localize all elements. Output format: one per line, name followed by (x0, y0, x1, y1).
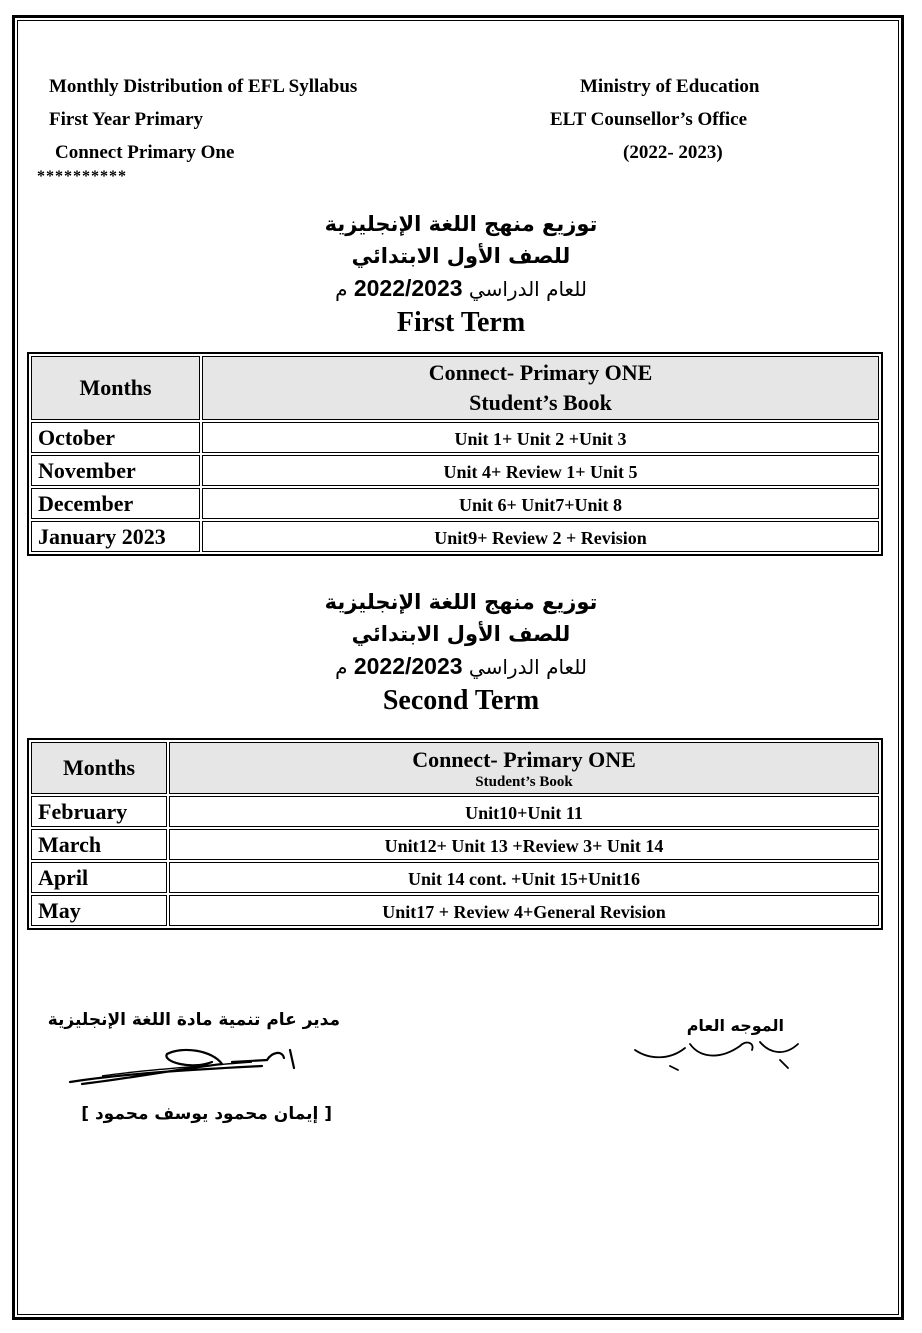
table-row (31, 796, 879, 827)
first-term-ar-grade: للصف الأول الابتدائي (351, 244, 571, 268)
units-cell: Unit 1+ Unit 2 +Unit 3 (202, 422, 879, 453)
second-term-heading (0, 586, 922, 719)
table-row (31, 422, 879, 453)
header-course: Connect Primary One (55, 142, 235, 163)
book-column-header-line1: Connect- Primary ONE (428, 360, 653, 385)
units-cell: Unit12+ Unit 13 +Review 3+ Unit 14 (169, 829, 879, 860)
units-cell: Unit 6+ Unit7+Unit 8 (202, 488, 879, 519)
second-term-year-value: 2022/2023 (353, 653, 463, 679)
first-term-ar-title: توزيع منهج اللغة الإنجليزية (324, 212, 598, 236)
second-term-title: Second Term (382, 685, 540, 716)
header-stars: ********** (37, 168, 127, 185)
left-signatory-title: مدير عام تنمية مادة اللغة الإنجليزية (47, 1010, 340, 1030)
months-column-header: Months (31, 742, 167, 794)
second-term-ar-year-suffix: م (335, 655, 348, 679)
month-cell: December (31, 488, 200, 519)
header-ministry: Ministry of Education (580, 76, 760, 97)
book-column-header (169, 742, 879, 794)
units-cell: Unit 14 cont. +Unit 15+Unit16 (169, 862, 879, 893)
table-row (31, 488, 879, 519)
month-cell: November (31, 455, 200, 486)
header-syllabus-title: Monthly Distribution of EFL Syllabus (49, 76, 358, 97)
book-column-header-line2: Student’s Book (475, 774, 573, 790)
month-cell: October (31, 422, 200, 453)
months-column-header: Months (31, 356, 200, 420)
table-row (31, 455, 879, 486)
second-term-table-header (31, 742, 879, 794)
left-signature-icon (62, 1040, 312, 1090)
month-cell: March (31, 829, 167, 860)
table-row (31, 521, 879, 552)
first-term-year-value: 2022/2023 (353, 275, 463, 301)
book-column-header (202, 356, 879, 420)
first-term-ar-year-suffix: م (335, 277, 348, 301)
month-cell: January 2023 (31, 521, 200, 552)
right-signatory-title: الموجه العام (686, 1016, 784, 1035)
second-term-table (27, 738, 883, 930)
book-column-header-line2: Student’s Book (469, 390, 612, 415)
table-row (31, 895, 879, 926)
first-term-heading (0, 208, 922, 341)
month-cell: April (31, 862, 167, 893)
units-cell: Unit17 + Review 4+General Revision (169, 895, 879, 926)
header-office: ELT Counsellor’s Office (550, 109, 748, 130)
first-term-table-header (31, 356, 879, 420)
table-row (31, 829, 879, 860)
units-cell: Unit9+ Review 2 + Revision (202, 521, 879, 552)
right-signature-icon (630, 1030, 805, 1075)
month-cell: February (31, 796, 167, 827)
table-row (31, 862, 879, 893)
first-term-ar-year-prefix: للعام الدراسي (468, 277, 587, 301)
units-cell: Unit 4+ Review 1+ Unit 5 (202, 455, 879, 486)
month-cell: May (31, 895, 167, 926)
first-term-ar-year (0, 272, 922, 305)
second-term-ar-grade: للصف الأول الابتدائي (351, 622, 571, 646)
second-term-ar-title: توزيع منهج اللغة الإنجليزية (324, 590, 598, 614)
second-term-ar-year (0, 650, 922, 683)
units-cell: Unit10+Unit 11 (169, 796, 879, 827)
second-term-ar-year-prefix: للعام الدراسي (468, 655, 587, 679)
header-year: (2022- 2023) (623, 142, 723, 163)
first-term-table (27, 352, 883, 556)
left-signatory-name: [ إيمان محمود يوسف محمود ] (81, 1104, 332, 1124)
header-grade: First Year Primary (49, 109, 204, 130)
first-term-title: First Term (396, 307, 526, 338)
book-column-header-line1: Connect- Primary ONE (412, 747, 636, 772)
